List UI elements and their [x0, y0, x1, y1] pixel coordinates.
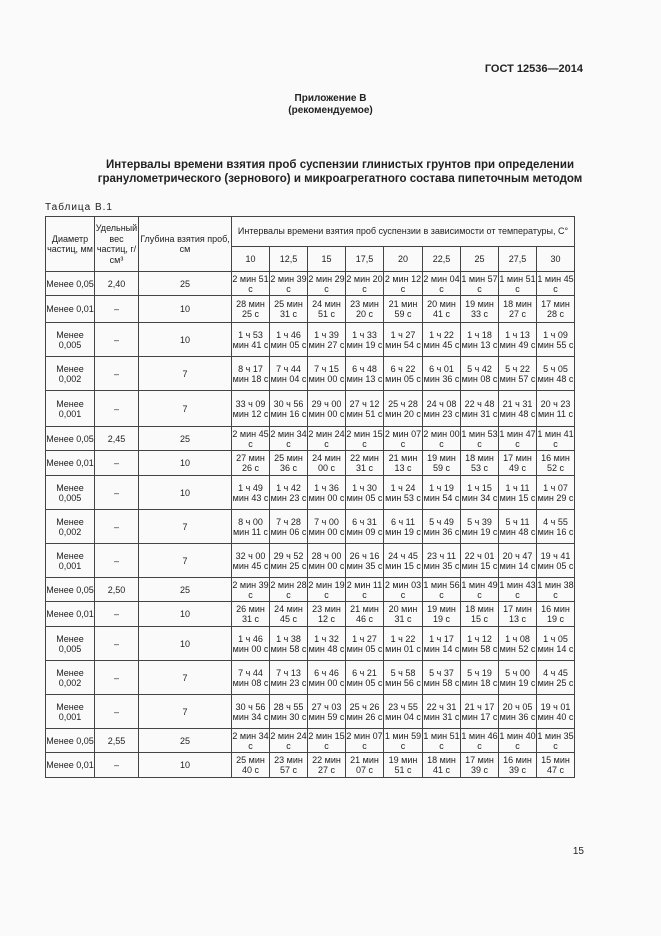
cell-diameter: Менее 0,05 — [46, 272, 95, 296]
table-body — [46, 272, 575, 778]
cell-specific-weight: – — [95, 323, 139, 357]
cell-interval: 5 ч 49 мин 36 с — [423, 510, 461, 544]
temperature-header: 17,5 — [346, 247, 384, 272]
cell-interval: 19 ч 01 мин 40 с — [537, 695, 575, 729]
cell-interval: 1 мин 38 с — [537, 579, 574, 600]
document-title — [60, 158, 620, 186]
cell-interval: 21 мин 07 с — [346, 753, 384, 778]
cell-interval: 6 ч 11 мин 19 с — [384, 510, 423, 544]
cell-interval: 5 ч 42 мин 08 с — [461, 357, 499, 391]
cell-depth: 7 — [139, 357, 232, 391]
temperature-header: 30 — [537, 247, 575, 272]
cell-interval: 19 ч 41 мин 05 с — [537, 544, 575, 578]
table-row — [46, 272, 575, 296]
table-row — [46, 451, 575, 476]
cell-interval: 5 ч 05 мин 48 с — [537, 357, 575, 391]
cell-interval: 21 мин 46 с — [346, 602, 384, 627]
cell-depth: 10 — [139, 451, 232, 476]
cell-specific-weight: – — [95, 451, 139, 476]
cell-interval: 23 мин 57 с — [270, 753, 308, 778]
cell-interval: 16 мин 19 с — [537, 602, 575, 627]
cell-interval: 24 ч 08 мин 23 с — [423, 391, 461, 427]
cell-interval: 1 ч 53 мин 41 с — [232, 323, 270, 357]
cell-interval: 2 мин 00 с — [423, 428, 460, 449]
cell-diameter: Менее 0,005 — [46, 476, 95, 510]
cell-interval: 25 мин 31 с — [270, 296, 308, 323]
table-row — [46, 391, 575, 427]
cell-interval: 1 ч 22 мин 45 с — [423, 323, 461, 357]
cell-interval: 2 мин 20 с — [346, 273, 383, 294]
cell-interval: 7 ч 44 мин 04 с — [270, 357, 308, 391]
cell-interval: 2 мин 39 с — [270, 273, 307, 294]
cell-interval: 1 ч 15 мин 34 с — [461, 476, 499, 510]
table-row — [46, 602, 575, 627]
cell-interval: 1 ч 46 мин 05 с — [270, 323, 308, 357]
temperature-header: 27,5 — [499, 247, 537, 272]
cell-interval: 5 ч 00 мин 19 с — [499, 661, 537, 695]
cell-interval: 21 мин 59 с — [384, 296, 423, 323]
temperature-header: 10 — [232, 247, 270, 272]
cell-interval: 1 ч 22 мин 01 с — [384, 627, 423, 661]
cell-interval: 1 ч 30 мин 05 с — [346, 476, 384, 510]
cell-interval: 18 мин 53 с — [461, 451, 499, 476]
cell-depth: 25 — [139, 272, 232, 296]
cell-interval: 18 мин 27 с — [499, 296, 537, 323]
cell-interval: 24 мин 45 с — [270, 602, 308, 627]
cell-interval: 1 ч 38 мин 58 с — [270, 627, 308, 661]
cell-interval: 2 мин 29 с — [308, 273, 345, 294]
cell-specific-weight: – — [95, 357, 139, 391]
cell-interval: 1 ч 36 мин 00 с — [308, 476, 346, 510]
cell-interval: 2 мин 24 с — [308, 428, 345, 449]
cell-interval: 29 ч 52 мин 25 с — [270, 544, 308, 578]
cell-interval: 2 мин 34 с — [270, 428, 307, 449]
temperature-header: 20 — [384, 247, 423, 272]
cell-interval: 20 мин 31 с — [384, 602, 423, 627]
cell-interval: 1 мин 51 с — [499, 273, 536, 294]
cell-interval: 19 мин 51 с — [384, 753, 423, 778]
cell-diameter: Менее 0,01 — [46, 602, 95, 627]
temperature-header: 25 — [461, 247, 499, 272]
cell-interval: 1 ч 19 мин 54 с — [423, 476, 461, 510]
cell-interval: 7 ч 28 мин 06 с — [270, 510, 308, 544]
table-row — [46, 544, 575, 578]
cell-diameter: Менее 0,05 — [46, 578, 95, 602]
cell-interval: 7 ч 44 мин 08 с — [232, 661, 270, 695]
cell-interval: 15 мин 47 с — [537, 753, 575, 778]
cell-interval: 1 ч 49 мин 43 с — [232, 476, 270, 510]
appendix-subtitle: (рекомендуемое) — [288, 105, 373, 116]
cell-interval: 17 мин 49 с — [499, 451, 537, 476]
cell-interval: 30 ч 56 мин 16 с — [270, 391, 308, 427]
cell-diameter: Менее 0,001 — [46, 695, 95, 729]
cell-interval: 1 ч 09 мин 55 с — [537, 323, 575, 357]
cell-depth: 7 — [139, 510, 232, 544]
cell-diameter: Менее 0,001 — [46, 544, 95, 578]
cell-interval: 27 ч 03 мин 59 с — [308, 695, 346, 729]
cell-diameter: Менее 0,01 — [46, 451, 95, 476]
cell-interval: 25 ч 28 мин 20 с — [384, 391, 423, 427]
cell-interval: 5 ч 22 мин 57 с — [499, 357, 537, 391]
cell-interval: 22 ч 01 мин 15 с — [461, 544, 499, 578]
col-header-specific-weight: Удельный вес частиц, г/см³ — [95, 217, 139, 272]
cell-interval: 1 мин 59 с — [384, 730, 422, 751]
cell-diameter: Менее 0,005 — [46, 323, 95, 357]
cell-diameter: Менее 0,01 — [46, 753, 95, 778]
cell-interval: 5 ч 39 мин 19 с — [461, 510, 499, 544]
cell-interval: 1 мин 57 с — [461, 273, 498, 294]
cell-interval: 1 мин 53 с — [461, 428, 498, 449]
cell-diameter: Менее 0,002 — [46, 661, 95, 695]
cell-interval: 1 мин 43 с — [499, 579, 536, 600]
cell-interval: 1 мин 49 с — [461, 579, 498, 600]
table-caption: Таблица В.1 — [45, 202, 113, 213]
table-row — [46, 357, 575, 391]
appendix-title: Приложение В — [294, 93, 367, 104]
temperature-header: 22,5 — [423, 247, 461, 272]
cell-interval: 8 ч 00 мин 11 с — [232, 510, 270, 544]
cell-depth: 25 — [139, 427, 232, 451]
cell-interval: 5 ч 19 мин 18 с — [461, 661, 499, 695]
cell-interval: 28 ч 00 мин 00 с — [308, 544, 346, 578]
cell-specific-weight: – — [95, 510, 139, 544]
cell-depth: 10 — [139, 753, 232, 778]
cell-interval: 6 ч 01 мин 36 с — [423, 357, 461, 391]
cell-specific-weight: 2,45 — [95, 427, 139, 451]
cell-diameter: Менее 0,002 — [46, 510, 95, 544]
table-row — [46, 627, 575, 661]
table-row — [46, 695, 575, 729]
cell-interval: 24 мин 00 с — [308, 451, 346, 476]
cell-interval: 19 мин 19 с — [423, 602, 461, 627]
sampling-intervals-table — [45, 216, 575, 778]
col-header-depth: Глубина взятия проб, см — [139, 217, 232, 272]
cell-interval: 1 ч 08 мин 52 с — [499, 627, 537, 661]
cell-depth: 10 — [139, 323, 232, 357]
cell-diameter: Менее 0,001 — [46, 391, 95, 427]
cell-specific-weight: – — [95, 753, 139, 778]
cell-interval: 2 мин 19 с — [308, 579, 345, 600]
cell-interval: 17 мин 13 с — [499, 602, 537, 627]
cell-specific-weight: 2,40 — [95, 272, 139, 296]
cell-interval: 1 ч 46 мин 00 с — [232, 627, 270, 661]
cell-interval: 20 мин 41 с — [423, 296, 461, 323]
cell-interval: 29 ч 00 мин 00 с — [308, 391, 346, 427]
cell-interval: 28 ч 55 мин 30 с — [270, 695, 308, 729]
temperature-header: 15 — [308, 247, 346, 272]
cell-specific-weight: – — [95, 602, 139, 627]
cell-depth: 10 — [139, 296, 232, 323]
cell-interval: 7 ч 00 мин 00 с — [308, 510, 346, 544]
table-row — [46, 753, 575, 778]
cell-depth: 25 — [139, 578, 232, 602]
table-row — [46, 510, 575, 544]
cell-depth: 10 — [139, 602, 232, 627]
cell-interval: 21 мин 13 с — [384, 451, 423, 476]
title-line-1: Интервалы времени взятия проб суспензии глинистых грунтов при определении — [105, 159, 575, 171]
cell-interval: 1 ч 17 мин 14 с — [423, 627, 461, 661]
cell-depth: 7 — [139, 661, 232, 695]
table-row — [46, 323, 575, 357]
cell-interval: 23 мин 12 с — [308, 602, 346, 627]
cell-specific-weight: – — [95, 661, 139, 695]
cell-interval: 2 мин 07 с — [346, 730, 383, 751]
cell-interval: 17 мин 28 с — [537, 296, 575, 323]
table-row — [46, 661, 575, 695]
cell-interval: 26 ч 16 мин 35 с — [346, 544, 384, 578]
cell-specific-weight: – — [95, 391, 139, 427]
cell-interval: 7 ч 15 мин 00 с — [308, 357, 346, 391]
cell-depth: 7 — [139, 695, 232, 729]
cell-depth: 10 — [139, 627, 232, 661]
cell-interval: 21 ч 17 мин 17 с — [461, 695, 499, 729]
cell-interval: 17 мин 39 с — [461, 753, 499, 778]
cell-interval: 24 мин 51 с — [308, 296, 346, 323]
cell-interval: 2 мин 24 с — [270, 730, 307, 751]
cell-interval: 25 ч 26 мин 26 с — [346, 695, 384, 729]
cell-interval: 2 мин 28 с — [270, 579, 307, 600]
standard-number: ГОСТ 12536—2014 — [484, 63, 583, 75]
cell-interval: 5 ч 37 мин 58 с — [423, 661, 461, 695]
cell-interval: 5 ч 11 мин 48 с — [499, 510, 537, 544]
cell-interval: 21 ч 31 мин 48 с — [499, 391, 537, 427]
cell-interval: 1 ч 11 мин 15 с — [499, 476, 537, 510]
cell-interval: 27 ч 12 мин 51 с — [346, 391, 384, 427]
cell-interval: 33 ч 09 мин 12 с — [232, 391, 270, 427]
cell-interval: 2 мин 51 с — [232, 273, 269, 294]
cell-depth: 7 — [139, 391, 232, 427]
cell-interval: 28 мин 25 с — [232, 296, 270, 323]
cell-interval: 22 ч 31 мин 31 с — [423, 695, 461, 729]
cell-interval: 1 ч 27 мин 05 с — [346, 627, 384, 661]
col-header-diameter: Диаметр частиц, мм — [46, 217, 95, 272]
cell-specific-weight: – — [95, 476, 139, 510]
cell-interval: 27 мин 26 с — [232, 451, 270, 476]
cell-depth: 7 — [139, 544, 232, 578]
cell-interval: 2 мин 12 с — [384, 273, 422, 294]
cell-interval: 18 мин 41 с — [423, 753, 461, 778]
cell-interval: 6 ч 31 мин 09 с — [346, 510, 384, 544]
cell-interval: 2 мин 11 с — [346, 579, 383, 600]
cell-interval: 23 ч 55 мин 04 с — [384, 695, 423, 729]
cell-interval: 1 ч 27 мин 54 с — [384, 323, 423, 357]
cell-interval: 2 мин 34 с — [232, 730, 269, 751]
table-row — [46, 296, 575, 323]
table-row — [46, 578, 575, 602]
cell-interval: 2 мин 07 с — [384, 428, 422, 449]
cell-interval: 2 мин 45 с — [232, 428, 269, 449]
cell-interval: 19 мин 33 с — [461, 296, 499, 323]
cell-interval: 1 ч 32 мин 48 с — [308, 627, 346, 661]
cell-interval: 1 мин 41 с — [537, 428, 574, 449]
cell-interval: 2 мин 15 с — [308, 730, 345, 751]
cell-interval: 22 ч 48 мин 31 с — [461, 391, 499, 427]
cell-specific-weight: – — [95, 544, 139, 578]
cell-specific-weight: – — [95, 627, 139, 661]
cell-interval: 6 ч 21 мин 05 с — [346, 661, 384, 695]
cell-interval: 25 мин 40 с — [232, 753, 270, 778]
cell-interval: 2 мин 04 с — [423, 273, 460, 294]
cell-interval: 26 мин 31 с — [232, 602, 270, 627]
cell-interval: 8 ч 17 мин 18 с — [232, 357, 270, 391]
cell-interval: 2 мин 03 с — [384, 579, 422, 600]
cell-interval: 16 мин 52 с — [537, 451, 575, 476]
cell-interval: 20 ч 05 мин 36 с — [499, 695, 537, 729]
cell-interval: 23 мин 20 с — [346, 296, 384, 323]
cell-interval: 1 мин 56 с — [423, 579, 460, 600]
cell-interval: 6 ч 46 мин 00 с — [308, 661, 346, 695]
cell-specific-weight: 2,50 — [95, 578, 139, 602]
cell-depth: 10 — [139, 476, 232, 510]
cell-interval: 1 ч 18 мин 13 с — [461, 323, 499, 357]
cell-specific-weight: – — [95, 695, 139, 729]
cell-interval: 20 ч 23 мин 11 с — [537, 391, 575, 427]
cell-diameter: Менее 0,05 — [46, 427, 95, 451]
cell-interval: 2 мин 15 с — [346, 428, 383, 449]
temperature-header: 12,5 — [270, 247, 308, 272]
page-number: 15 — [572, 846, 584, 857]
cell-interval: 30 ч 56 мин 34 с — [232, 695, 270, 729]
cell-interval: 1 ч 42 мин 23 с — [270, 476, 308, 510]
cell-interval: 5 ч 58 мин 56 с — [384, 661, 423, 695]
table-row — [46, 427, 575, 451]
cell-interval: 19 мин 59 с — [423, 451, 461, 476]
cell-interval: 16 мин 39 с — [499, 753, 537, 778]
table-row — [46, 476, 575, 510]
cell-interval: 18 мин 15 с — [461, 602, 499, 627]
cell-interval: 1 мин 35 с — [537, 730, 574, 751]
appendix-heading — [0, 93, 661, 117]
cell-interval: 6 ч 22 мин 05 с — [384, 357, 423, 391]
cell-interval: 22 мин 27 с — [308, 753, 346, 778]
cell-interval: 4 ч 45 мин 25 с — [537, 661, 575, 695]
cell-diameter: Менее 0,002 — [46, 357, 95, 391]
cell-interval: 1 ч 39 мин 27 с — [308, 323, 346, 357]
cell-interval: 1 мин 46 с — [461, 730, 498, 751]
cell-specific-weight: 2,55 — [95, 729, 139, 753]
cell-interval: 1 ч 24 мин 53 с — [384, 476, 423, 510]
cell-specific-weight: – — [95, 296, 139, 323]
cell-interval: 32 ч 00 мин 45 с — [232, 544, 270, 578]
cell-diameter: Менее 0,005 — [46, 627, 95, 661]
cell-interval: 1 мин 45 с — [537, 273, 574, 294]
cell-interval: 1 ч 12 мин 58 с — [461, 627, 499, 661]
title-line-2: гранулометрического (зернового) и микроагрегатного состава пипеточным методом — [97, 173, 583, 185]
cell-interval: 7 ч 13 мин 23 с — [270, 661, 308, 695]
cell-depth: 25 — [139, 729, 232, 753]
cell-interval: 24 ч 45 мин 15 с — [384, 544, 423, 578]
cell-interval: 1 мин 40 с — [499, 730, 536, 751]
cell-interval: 2 мин 39 с — [232, 579, 269, 600]
cell-interval: 20 ч 47 мин 14 с — [499, 544, 537, 578]
col-header-intervals: Интервалы времени взятия проб суспензии в зависимости от температуры, С° — [232, 217, 575, 247]
table-row — [46, 729, 575, 753]
cell-diameter: Менее 0,05 — [46, 729, 95, 753]
cell-interval: 4 ч 55 мин 16 с — [537, 510, 575, 544]
cell-diameter: Менее 0,01 — [46, 296, 95, 323]
cell-interval: 23 ч 11 мин 35 с — [423, 544, 461, 578]
cell-interval: 1 ч 33 мин 19 с — [346, 323, 384, 357]
cell-interval: 6 ч 48 мин 13 с — [346, 357, 384, 391]
cell-interval: 25 мин 36 с — [270, 451, 308, 476]
cell-interval: 1 ч 13 мин 49 с — [499, 323, 537, 357]
cell-interval: 22 мин 31 с — [346, 451, 384, 476]
cell-interval: 1 мин 47 с — [499, 428, 536, 449]
cell-interval: 1 ч 05 мин 14 с — [537, 627, 575, 661]
cell-interval: 1 ч 07 мин 29 с — [537, 476, 575, 510]
cell-interval: 1 мин 51 с — [423, 730, 460, 751]
